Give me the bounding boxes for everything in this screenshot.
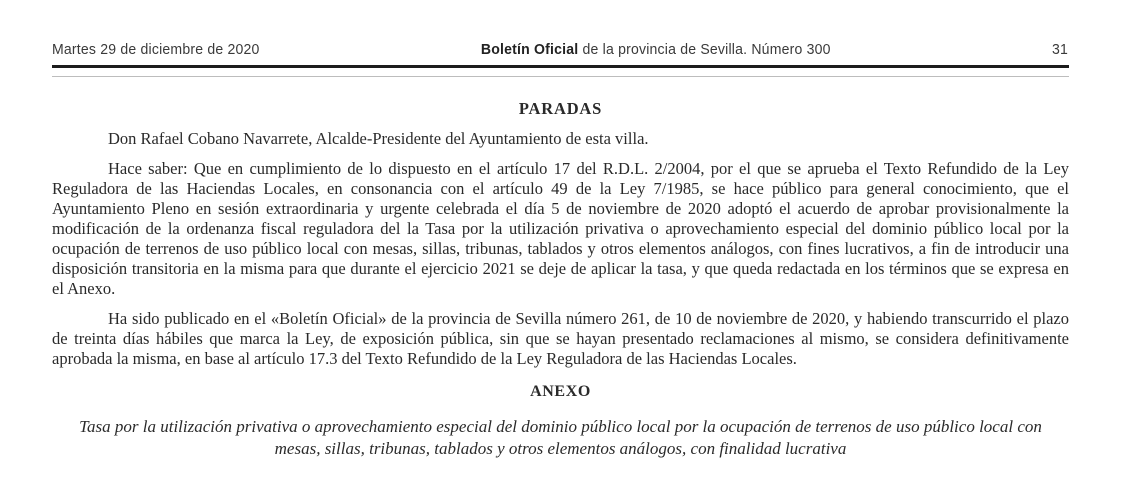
- header-rule-thin: [52, 76, 1069, 77]
- masthead-date: Martes 29 de diciembre de 2020: [52, 42, 260, 58]
- masthead-publication: [481, 42, 831, 58]
- annex-heading: ANEXO: [530, 383, 591, 400]
- paragraph-mayor-intro: Don Rafael Cobano Navarrete, Alcalde-Presidente del Ayuntamiento de esta villa.: [108, 129, 649, 148]
- paragraph-hace-saber: Hace saber: Que en cumplimiento de lo dispuesto en el artículo 17 del R.D.L. 2/2004, por el que se aprueba el Texto Refundido de la Ley Reguladora de las Haciendas Locales, en consonancia con el artículo 49 de la Ley 7/1985, se hace público para general conocimiento, que el Ayuntamiento Pleno en sesión extraordinaria y urgente celebrada el día 5 de noviembre de 2020 adoptó el acuerdo de aprobar provisionalmente la modificación de la ordenanza fiscal reguladora del la Tasa por la utilización privativa o aprovechamiento especial del dominio público local por la ocupación de terrenos de uso público local con mesas, sillas, tribunas, tablados y otros elementos análogos, con fines lucrativos, a fin de introducir una disposición transitoria en la misma para que durante el ejercicio 2021 se deje de aplicar la tasa, y que queda redactada en los términos que se expresa en el Anexo.: [52, 159, 1069, 298]
- municipality-heading: PARADAS: [518, 99, 603, 118]
- masthead: [52, 0, 1069, 77]
- document-body: [52, 99, 1069, 460]
- publication-subtitle: de la provincia de Sevilla. Número 300: [578, 42, 831, 58]
- annex-title: Tasa por la utilización privativa o aprovechamiento especial del dominio público local por la ocupación de terrenos de uso público local con mesas, sillas, tribunas, tablados y otros elementos análogos, con finalidad lucrativa: [79, 417, 1042, 458]
- page-number: 31: [1052, 42, 1069, 58]
- publication-name: Boletín Oficial: [480, 42, 579, 58]
- masthead-row: [52, 42, 1068, 58]
- header-rule-thick: [52, 65, 1069, 68]
- paragraph-publicacion: Ha sido publicado en el «Boletín Oficial» de la provincia de Sevilla número 261, de 10 de noviembre de 2020, y habiendo transcurrido el plazo de treinta días hábiles que marca la Ley, de exposición pública, sin que se hayan presentado reclamaciones al mismo, se considera definitivamente aprobada la misma, en base al artículo 17.3 del Texto Refundido de la Ley Reguladora de las Haciendas Locales.: [52, 309, 1069, 368]
